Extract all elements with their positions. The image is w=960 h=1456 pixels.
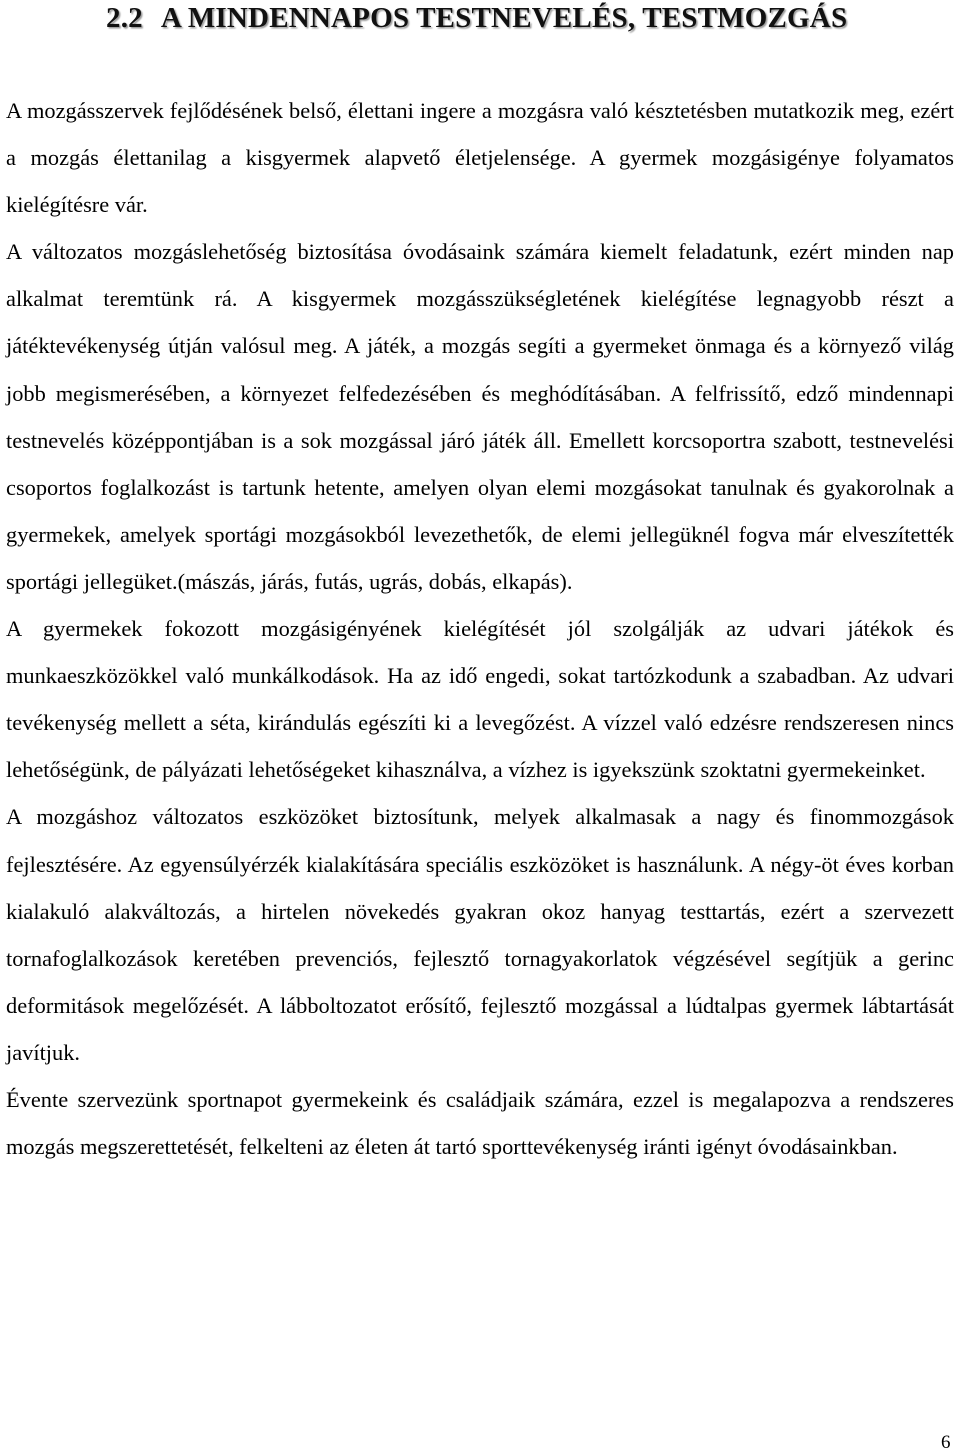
paragraph: A gyermekek fokozott mozgásigényének kielégítését jól szolgálják az udvari játékok és munkaeszközökkel való munkálkodások. Ha az idő engedi, sokat tartózkodunk a szabadban. Az udvari tevékenység mellett a séta, kirándulás egészíti ki a levegőzést. A vízzel való edzésre rendszeresen nincs lehetőségünk, de pályázati lehetőségeket kihasználva, a vízhez is igyekszünk szoktatni gyermekeinket. xyxy=(6,616,954,783)
body-text xyxy=(6,87,954,1170)
paragraph: Évente szervezünk sportnapot gyermekeink és családjaik számára, ezzel is megalapozva a rendszeres mozgás megszerettetését, felkelteni az életen át tartó sporttevékenység iránti igényt óvodásainkban. xyxy=(6,1086,954,1160)
section-title: A MINDENNAPOS TESTNEVELÉS, TESTMOZGÁS xyxy=(160,2,848,34)
paragraph: A mozgáshoz változatos eszközöket biztosítunk, melyek alkalmasak a nagy és finommozgások fejlesztésére. Az egyensúlyérzék kialakítására speciális eszközöket is használunk. A négy-öt éves korban kialakuló alakváltozás, a hirtelen növekedés gyakran okoz hanyag testtartás, ezért a szervezett tornafoglalkozások keretében prevenciós, fejlesztő tornagyakorlatok végzésével segítjük a gerinc deformitások megelőzését. A lábboltozatot erősítő, fejlesztő mozgással a lúdtalpas gyermek lábtartását javítjuk. xyxy=(6,804,954,1065)
page-number: 6 xyxy=(941,1432,951,1453)
paragraph: A mozgásszervek fejlődésének belső, élettani ingere a mozgásra való késztetésben mutatkozik meg, ezért a mozgás élettanilag a kisgyermek alapvető életjelensége. A gyermek mozgásigénye folyamatos kielégítésre vár. xyxy=(6,98,954,218)
section-heading xyxy=(106,1,847,35)
paragraph: A változatos mozgáslehetőség biztosítása óvodásaink számára kiemelt feladatunk, ezért minden nap alkalmat teremtünk rá. A kisgyermek mozgásszükségletének kielégítése legnagyobb részt a játéktevékenység útján valósul meg. A játék, a mozgás segíti a gyermeket önmaga és a környező világ jobb megismerésében, a környezet felfedezésében és meghódításában. A felfrissítő, edző mindennapi testnevelés középpontjában is a sok mozgással járó játék áll. Emellett korcsoportra szabott, testnevelési csoportos foglalkozást is tartunk hetente, amelyen olyan elemi mozgásokat tanulnak és gyakorolnak a gyermekek, amelyek sportági mozgásokból levezethetők, de elemi jellegüknél fogva már elveszítették sportági jellegüket.(mászás, járás, futás, ugrás, dobás, elkapás). xyxy=(6,239,954,594)
section-number: 2.2 xyxy=(106,2,143,34)
